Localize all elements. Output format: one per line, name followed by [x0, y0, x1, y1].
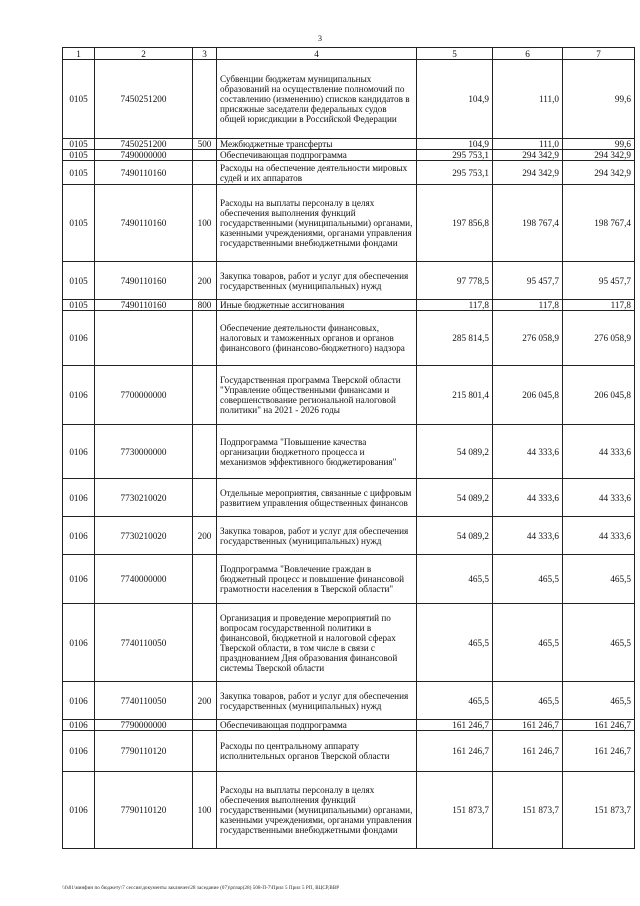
amount-col5-cell: 117,8 — [417, 300, 493, 311]
section-code-cell: 0106 — [63, 682, 95, 720]
header-cell: 4 — [217, 48, 417, 60]
expense-type-cell — [193, 60, 217, 139]
budget-table — [62, 47, 635, 849]
expense-type-cell — [193, 311, 217, 366]
table-row — [63, 682, 635, 720]
expense-type-cell — [193, 150, 217, 161]
section-code-cell: 0106 — [63, 425, 95, 479]
amount-col6-cell: 161 246,7 — [493, 731, 563, 772]
target-article-cell: 7790110120 — [95, 772, 193, 849]
expense-type-cell: 200 — [193, 682, 217, 720]
table-row — [63, 311, 635, 366]
expense-type-cell — [193, 720, 217, 731]
amount-col5-cell: 295 753,1 — [417, 161, 493, 185]
amount-col7-cell: 151 873,7 — [563, 772, 635, 849]
amount-col6-cell: 111,0 — [493, 139, 563, 150]
expense-type-cell: 800 — [193, 300, 217, 311]
amount-col6-cell: 95 457,7 — [493, 262, 563, 300]
amount-col7-cell: 117,8 — [563, 300, 635, 311]
table-row — [63, 720, 635, 731]
amount-col6-cell: 294 342,9 — [493, 150, 563, 161]
description-cell: Расходы на выплаты персоналу в целях обеспечения выполнения функций государственными (муниципальными) органами, казенными учреждениями, органами управления государственными внебюджетными фондами — [217, 185, 417, 262]
section-code-cell: 0105 — [63, 161, 95, 185]
section-code-cell: 0106 — [63, 517, 95, 555]
expense-type-cell — [193, 366, 217, 425]
table-row — [63, 425, 635, 479]
table-row — [63, 772, 635, 849]
table-row — [63, 731, 635, 772]
description-cell: Расходы по центральному аппарату исполнительных органов Тверской области — [217, 731, 417, 772]
amount-col5-cell: 97 778,5 — [417, 262, 493, 300]
section-code-cell: 0106 — [63, 720, 95, 731]
section-code-cell: 0105 — [63, 300, 95, 311]
section-code-cell: 0105 — [63, 150, 95, 161]
table-row — [63, 185, 635, 262]
description-cell: Подпрограмма "Вовлечение граждан в бюджетный процесс и повышение финансовой грамотности населения в Тверской области" — [217, 555, 417, 604]
page-number: 3 — [318, 34, 322, 43]
amount-col5-cell: 161 246,7 — [417, 720, 493, 731]
amount-col7-cell: 99,6 — [563, 60, 635, 139]
amount-col7-cell: 206 045,8 — [563, 366, 635, 425]
table-row — [63, 60, 635, 139]
section-code-cell: 0106 — [63, 731, 95, 772]
amount-col5-cell: 161 246,7 — [417, 731, 493, 772]
amount-col7-cell: 465,5 — [563, 555, 635, 604]
target-article-cell: 7790110120 — [95, 731, 193, 772]
expense-type-cell: 100 — [193, 772, 217, 849]
table-row — [63, 300, 635, 311]
expense-type-cell: 200 — [193, 262, 217, 300]
table-row — [63, 517, 635, 555]
header-cell: 7 — [563, 48, 635, 60]
target-article-cell: 7490110160 — [95, 262, 193, 300]
expense-type-cell — [193, 479, 217, 517]
section-code-cell: 0106 — [63, 366, 95, 425]
target-article-cell — [95, 311, 193, 366]
amount-col7-cell: 95 457,7 — [563, 262, 635, 300]
section-code-cell: 0106 — [63, 772, 95, 849]
description-cell: Субвенции бюджетам муниципальных образований на осуществление полномочий по составлению (изменению) списков кандидатов в присяжные заседатели федеральных судов общей юрисдикции в Российской Федерации — [217, 60, 417, 139]
section-code-cell: 0105 — [63, 262, 95, 300]
amount-col5-cell: 54 089,2 — [417, 479, 493, 517]
description-cell: Закупка товаров, работ и услуг для обеспечения государственных (муниципальных) нужд — [217, 262, 417, 300]
description-cell: Расходы на обеспечение деятельности мировых судей и их аппаратов — [217, 161, 417, 185]
expense-type-cell: 200 — [193, 517, 217, 555]
amount-col6-cell: 465,5 — [493, 604, 563, 682]
amount-col5-cell: 104,9 — [417, 139, 493, 150]
table-row — [63, 161, 635, 185]
amount-col5-cell: 465,5 — [417, 555, 493, 604]
amount-col5-cell: 465,5 — [417, 682, 493, 720]
amount-col7-cell: 161 246,7 — [563, 731, 635, 772]
section-code-cell: 0106 — [63, 479, 95, 517]
amount-col5-cell: 215 801,4 — [417, 366, 493, 425]
amount-col6-cell: 151 873,7 — [493, 772, 563, 849]
table-row — [63, 262, 635, 300]
target-article-cell: 7450251200 — [95, 60, 193, 139]
target-article-cell: 7490110160 — [95, 161, 193, 185]
amount-col5-cell: 295 753,1 — [417, 150, 493, 161]
table-row — [63, 555, 635, 604]
header-cell: 2 — [95, 48, 193, 60]
amount-col6-cell: 198 767,4 — [493, 185, 563, 262]
header-cell: 6 — [493, 48, 563, 60]
amount-col6-cell: 44 333,6 — [493, 517, 563, 555]
amount-col7-cell: 44 333,6 — [563, 517, 635, 555]
target-article-cell: 7730210020 — [95, 517, 193, 555]
description-cell: Закупка товаров, работ и услуг для обеспечения государственных (муниципальных) нужд — [217, 517, 417, 555]
description-cell: Межбюджетные трансферты — [217, 139, 417, 150]
target-article-cell: 7490000000 — [95, 150, 193, 161]
target-article-cell: 7740110050 — [95, 682, 193, 720]
target-article-cell: 7450251200 — [95, 139, 193, 150]
amount-col7-cell: 44 333,6 — [563, 425, 635, 479]
amount-col5-cell: 465,5 — [417, 604, 493, 682]
table-row — [63, 479, 635, 517]
amount-col5-cell: 54 089,2 — [417, 425, 493, 479]
amount-col5-cell: 104,9 — [417, 60, 493, 139]
target-article-cell: 7700000000 — [95, 366, 193, 425]
amount-col6-cell: 294 342,9 — [493, 161, 563, 185]
header-cell: 3 — [193, 48, 217, 60]
description-cell: Обеспечивающая подпрограмма — [217, 720, 417, 731]
amount-col6-cell: 276 058,9 — [493, 311, 563, 366]
header-cell: 1 — [63, 48, 95, 60]
section-code-cell: 0106 — [63, 555, 95, 604]
section-code-cell: 0106 — [63, 604, 95, 682]
amount-col7-cell: 465,5 — [563, 604, 635, 682]
amount-col6-cell: 44 333,6 — [493, 479, 563, 517]
amount-col7-cell: 44 333,6 — [563, 479, 635, 517]
amount-col7-cell: 465,5 — [563, 682, 635, 720]
amount-col6-cell: 44 333,6 — [493, 425, 563, 479]
amount-col7-cell: 198 767,4 — [563, 185, 635, 262]
expense-type-cell — [193, 425, 217, 479]
table-header-row — [63, 48, 635, 60]
header-cell: 5 — [417, 48, 493, 60]
target-article-cell: 7490110160 — [95, 185, 193, 262]
target-article-cell: 7730000000 — [95, 425, 193, 479]
expense-type-cell — [193, 731, 217, 772]
target-article-cell: 7740000000 — [95, 555, 193, 604]
table-row — [63, 604, 635, 682]
amount-col7-cell: 294 342,9 — [563, 161, 635, 185]
description-cell: Организация и проведение мероприятий по вопросам государственной политики в финансовой, бюджетной и налоговой сферах Тверской области, в том числе в связи с празднованием Дня образования финансовой системы Тверской области — [217, 604, 417, 682]
description-cell: Государственная программа Тверской области "Управление общественными финансами и совершенствование региональной налоговой политики" на 2021 - 2026 годы — [217, 366, 417, 425]
section-code-cell: 0106 — [63, 311, 95, 366]
section-code-cell: 0105 — [63, 60, 95, 139]
amount-col5-cell: 197 856,8 — [417, 185, 493, 262]
section-code-cell: 0105 — [63, 139, 95, 150]
expense-type-cell — [193, 555, 217, 604]
description-cell: Обеспечение деятельности финансовых, налоговых и таможенных органов и органов финансового (финансово-бюджетного) надзора — [217, 311, 417, 366]
target-article-cell: 7790000000 — [95, 720, 193, 731]
amount-col6-cell: 111,0 — [493, 60, 563, 139]
amount-col7-cell: 99,6 — [563, 139, 635, 150]
expense-type-cell — [193, 604, 217, 682]
expense-type-cell — [193, 161, 217, 185]
file-path-footer: \\fs01\минфин по бюджету\7 сессия\документы заключен\28 заседание (07)\рпзар(28) 508-П-7\Прил 5 Прил 5 РП, ВЦСР,ВВР — [62, 886, 340, 891]
amount-col6-cell: 465,5 — [493, 682, 563, 720]
amount-col7-cell: 161 246,7 — [563, 720, 635, 731]
expense-type-cell: 100 — [193, 185, 217, 262]
amount-col5-cell: 285 814,5 — [417, 311, 493, 366]
target-article-cell: 7740110050 — [95, 604, 193, 682]
table-row — [63, 366, 635, 425]
description-cell: Обеспечивающая подпрограмма — [217, 150, 417, 161]
amount-col7-cell: 294 342,9 — [563, 150, 635, 161]
description-cell: Отдельные мероприятия, связанные с цифровым развитием управления общественных финансов — [217, 479, 417, 517]
description-cell: Подпрограмма "Повышение качества организации бюджетного процесса и механизмов эффективного бюджетирования" — [217, 425, 417, 479]
section-code-cell: 0105 — [63, 185, 95, 262]
target-article-cell: 7730210020 — [95, 479, 193, 517]
amount-col7-cell: 276 058,9 — [563, 311, 635, 366]
table-row — [63, 139, 635, 150]
amount-col6-cell: 465,5 — [493, 555, 563, 604]
table-row — [63, 150, 635, 161]
description-cell: Расходы на выплаты персоналу в целях обеспечения выполнения функций государственными (муниципальными) органами, казенными учреждениями, органами управления государственными внебюджетными фондами — [217, 772, 417, 849]
amount-col6-cell: 206 045,8 — [493, 366, 563, 425]
amount-col5-cell: 151 873,7 — [417, 772, 493, 849]
amount-col5-cell: 54 089,2 — [417, 517, 493, 555]
expense-type-cell: 500 — [193, 139, 217, 150]
amount-col6-cell: 161 246,7 — [493, 720, 563, 731]
amount-col6-cell: 117,8 — [493, 300, 563, 311]
description-cell: Закупка товаров, работ и услуг для обеспечения государственных (муниципальных) нужд — [217, 682, 417, 720]
description-cell: Иные бюджетные ассигнования — [217, 300, 417, 311]
target-article-cell: 7490110160 — [95, 300, 193, 311]
